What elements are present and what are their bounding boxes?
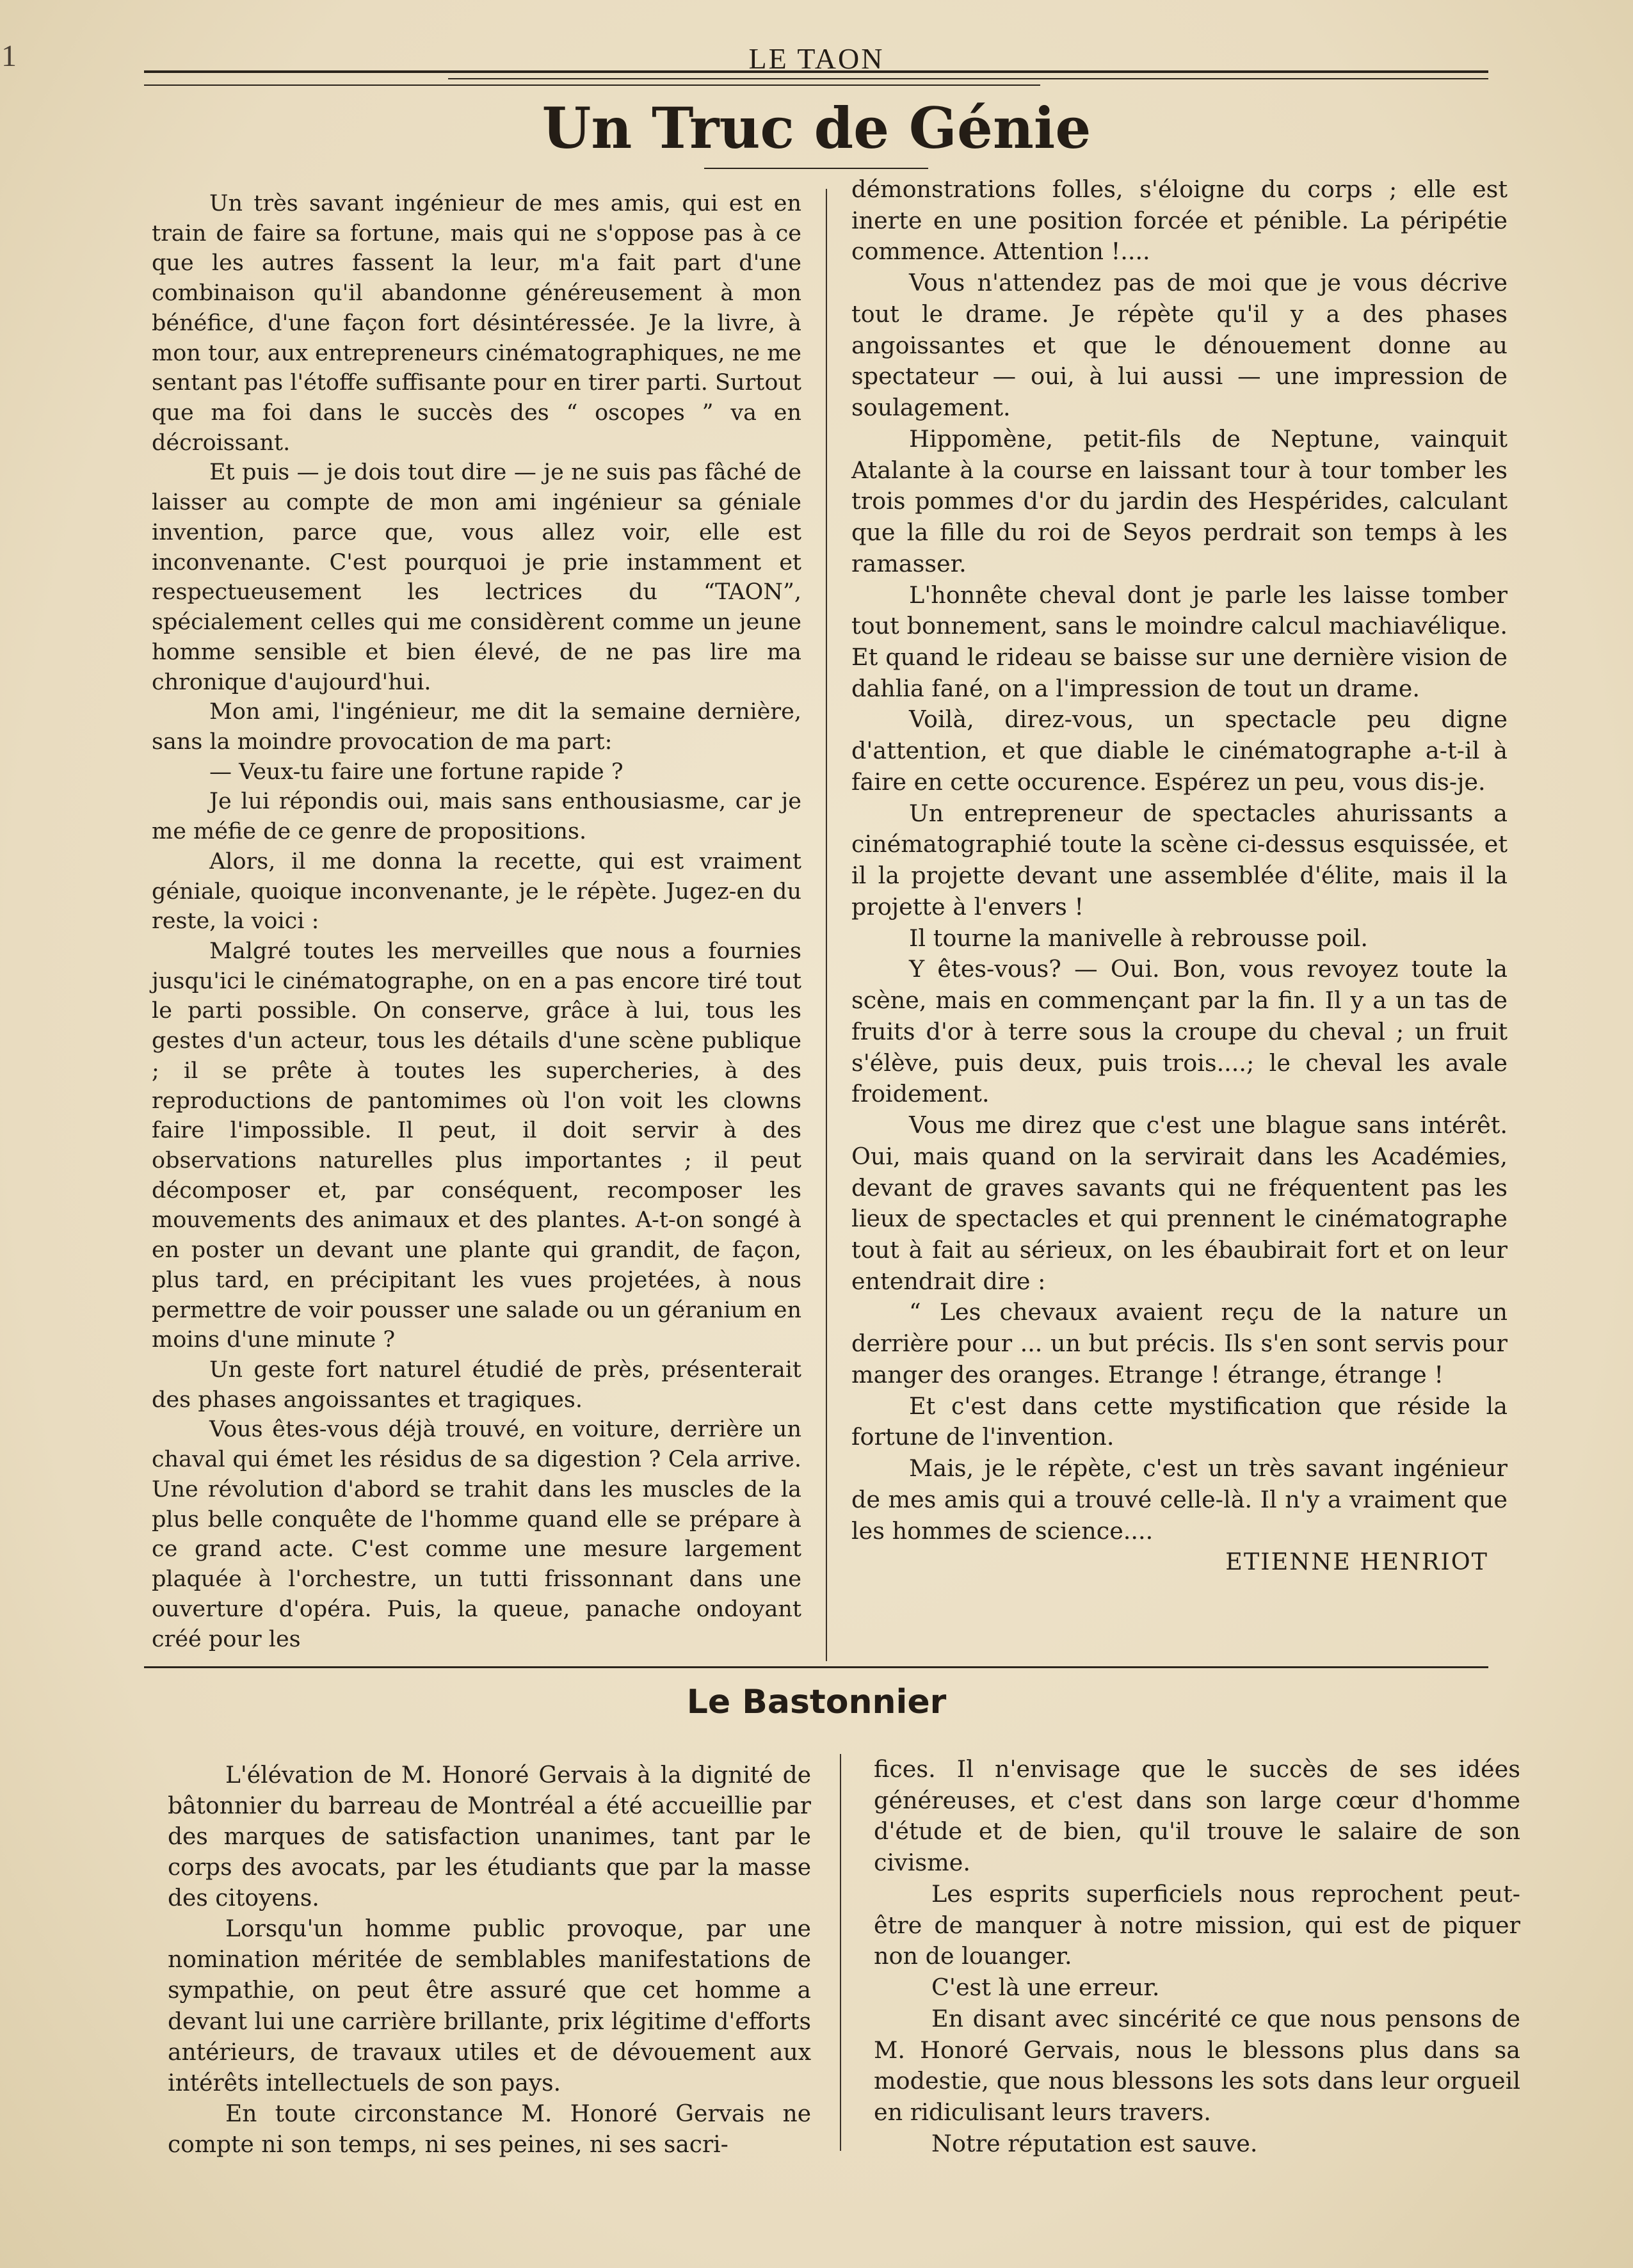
paragraph: L'honnête cheval dont je parle les laisse tomber tout bonnement, sans le moindre calcul machiavélique. Et quand le rideau se baisse sur une dernière vision de dahlia fané, on a l'impression de tout un drame.: [851, 581, 1508, 702]
section-title: Le Bastonnier: [686, 1683, 947, 1721]
paragraph: L'élévation de M. Honoré Gervais à la dignité de bâtonnier du barreau de Montréal a été accueillie par des marques de satisfaction unanimes, tant par le corps des avocats, par les étudiants que par la masse des citoyens.: [168, 1762, 811, 1912]
masthead-rule: [144, 70, 1488, 73]
article-title: Un Truc de Génie: [542, 95, 1091, 161]
paragraph: Et puis — je dois tout dire — je ne suis pas fâché de laisser au compte de mon ami ingénieur sa géniale invention, parce que, vous allez voir, elle est inconvenante. C'est pourquoi je prie instamment et respectueusement les lectrices du “TAON”, spécialement celles qui me considèrent comme un jeune homme sensible et bien élevé, de ne pas lire ma chronique d'aujourd'hui.: [152, 460, 801, 695]
masthead: LE TAON: [748, 42, 885, 75]
paragraph: En disant avec sincérité ce que nous pensons de M. Honoré Gervais, nous le blessons plus dans sa modestie, que nous blessons les sots dans leur orgueil en ridiculisant leurs travers.: [874, 2004, 1520, 2127]
paragraph: “ Les chevaux avaient reçu de la nature un derrière pour ... un but précis. Ils s'en sont servis pour manger des oranges. Etrange ! étrange, étrange !: [851, 1298, 1508, 1388]
paragraph: Lorsqu'un homme public provoque, par une nomination méritée de semblables manifestations de sympathie, on peut être assuré que cet homme a devant lui une carrière brillante, prix légitime d'efforts antérieurs, de travaux utiles et de dévouement aux intérêts intellectuels de son pays.: [168, 1916, 811, 2096]
section-rule: [144, 1666, 1488, 1668]
paragraph: — Veux-tu faire une fortune rapide ?: [209, 759, 623, 785]
paragraph: Malgré toutes les merveilles que nous a fournies jusqu'ici le cinématographe, on en a pas encore tiré tout le parti possible. On conserve, grâce à lui, tous les gestes d'un acteur, tous les détails d'une scène publique ; il se prête à toutes les supercheries, à des reproductions de pantomimes où l'on voit les clowns faire l'impossible. Il peut, il doit servir à des observations naturelles plus importantes ; il peut décomposer et, par conséquent, recomposer les mouvements des animaux et des plantes. A-t-on songé à en poster un devant une plante qui grandit, de façon, plus tard, en précipitant les vues projetées, à nous permettre de voir pousser une salade ou un géranium en moins d'une minute ?: [152, 938, 801, 1353]
paragraph: En toute circonstance M. Honoré Gervais ne compte ni son temps, ni ses peines, ni ses sacri-: [168, 2100, 811, 2158]
article2-column-right: [874, 1754, 1520, 2160]
paragraph: Et c'est dans cette mystification que réside la fortune de l'invention.: [851, 1392, 1508, 1451]
column-divider: [826, 189, 827, 1661]
paragraph: Hippomène, petit-fils de Neptune, vainquit Atalante à la course en laissant tour à tour tomber les trois pommes d'or du jardin des Hespérides, calculant que la fille du roi de Seyos perdrait son temps à les ramasser.: [851, 424, 1508, 577]
paragraph: Un geste fort naturel étudié de près, présenterait des phases angoissantes et tragiques.: [152, 1357, 801, 1413]
masthead-rule: [448, 78, 1488, 79]
page-edge-mark: 1: [1, 39, 17, 73]
paragraph: Les esprits superficiels nous reprochent peut-être de manquer à notre mission, qui est de piquer non de louanger.: [874, 1879, 1520, 1970]
article1-column-right: [851, 174, 1508, 1578]
article1-column-left: [152, 189, 801, 1654]
paragraph: Vous me direz que c'est une blague sans intérêt. Oui, mais quand on la servirait dans les Académies, devant de graves savants qui ne fréquentent pas les lieux de spectacles et qui prennent le cinématographe tout à fait au sérieux, on les ébaubirait fort et on leur entendrait dire :: [851, 1111, 1508, 1295]
paragraph: Vous n'attendez pas de moi que je vous décrive tout le drame. Je répète qu'il y a des phases angoissantes et que le dénouement donne au spectateur — oui, à lui aussi — une impression de soulagement.: [851, 269, 1508, 422]
paragraph: Je lui répondis oui, mais sans enthousiasme, car je me méfie de ce genre de propositions.: [152, 789, 801, 845]
paragraph: Alors, il me donna la recette, qui est vraiment géniale, quoique inconvenante, je le répète. Jugez-en du reste, la voici :: [152, 848, 801, 935]
paragraph: fices. Il n'envisage que le succès de ses idées généreuses, et c'est dans son large cœur d'homme d'étude et de bien, qu'il trouve le salaire de son civisme.: [874, 1755, 1520, 1877]
paragraph: Voilà, direz-vous, un spectacle peu digne d'attention, et que diable le cinématographe a-t-il à faire en cette occurence. Espérez un peu, vous dis-je.: [851, 705, 1508, 796]
masthead-rule: [144, 84, 1040, 86]
paragraph: Y êtes-vous? — Oui. Bon, vous revoyez toute la scène, mais en commençant par la fin. Il y a un tas de fruits d'or à terre sous la croupe du cheval ; un fruit s'élève, puis deux, puis trois....; le cheval les avale froidement.: [851, 955, 1508, 1108]
paragraph: Un très savant ingénieur de mes amis, qui est en train de faire sa fortune, mais qui ne s'oppose pas à ce que les autres fassent la leur, m'a fait part d'une combinaison qu'il abandonne généreusement à mon bénéfice, d'une façon fort désintéressée. Je la livre, à mon tour, aux entrepreneurs cinématographiques, ne me sentant pas l'étoffe suffisante pour en tirer parti. Surtout que ma foi dans le succès des “ oscopes ” va en décroissant.: [152, 191, 801, 456]
paragraph: Notre réputation est sauve.: [931, 2129, 1258, 2157]
article2-column-left: [168, 1760, 811, 2160]
column-divider: [840, 1754, 841, 2151]
paragraph: C'est là une erreur.: [931, 1974, 1160, 2002]
paragraph: Il tourne la manivelle à rebrousse poil.: [909, 924, 1369, 952]
paragraph: Un entrepreneur de spectacles ahurissants a cinématographié toute la scène ci-dessus esquissée, et il la projette devant une assemblée d'élite, mais il la projette à l'envers !: [851, 799, 1508, 921]
title-underline: [704, 168, 928, 169]
author-signature: ETIENNE HENRIOT: [1225, 1548, 1488, 1576]
paragraph: Mon ami, l'ingénieur, me dit la semaine dernière, sans la moindre provocation de ma part:: [152, 699, 801, 755]
paragraph: Mais, je le répète, c'est un très savant ingénieur de mes amis qui a trouvé celle-là. Il n'y a vraiment que les hommes de science....: [851, 1454, 1508, 1545]
paragraph: démonstrations folles, s'éloigne du corps ; elle est inerte en une position forcée et pénible. La péripétie commence. Attention !....: [851, 175, 1508, 266]
paragraph: Vous êtes-vous déjà trouvé, en voiture, derrière un chaval qui émet les résidus de sa digestion ? Cela arrive. Une révolution d'abord se trahit dans les muscles de la plus belle conquête de l'homme quand elle se prépare à ce grand acte. C'est comme une mesure largement plaquée à l'orchestre, un tutti frissonnant dans une ouverture d'opéra. Puis, la queue, panache ondoyant créé pour les: [152, 1417, 801, 1652]
